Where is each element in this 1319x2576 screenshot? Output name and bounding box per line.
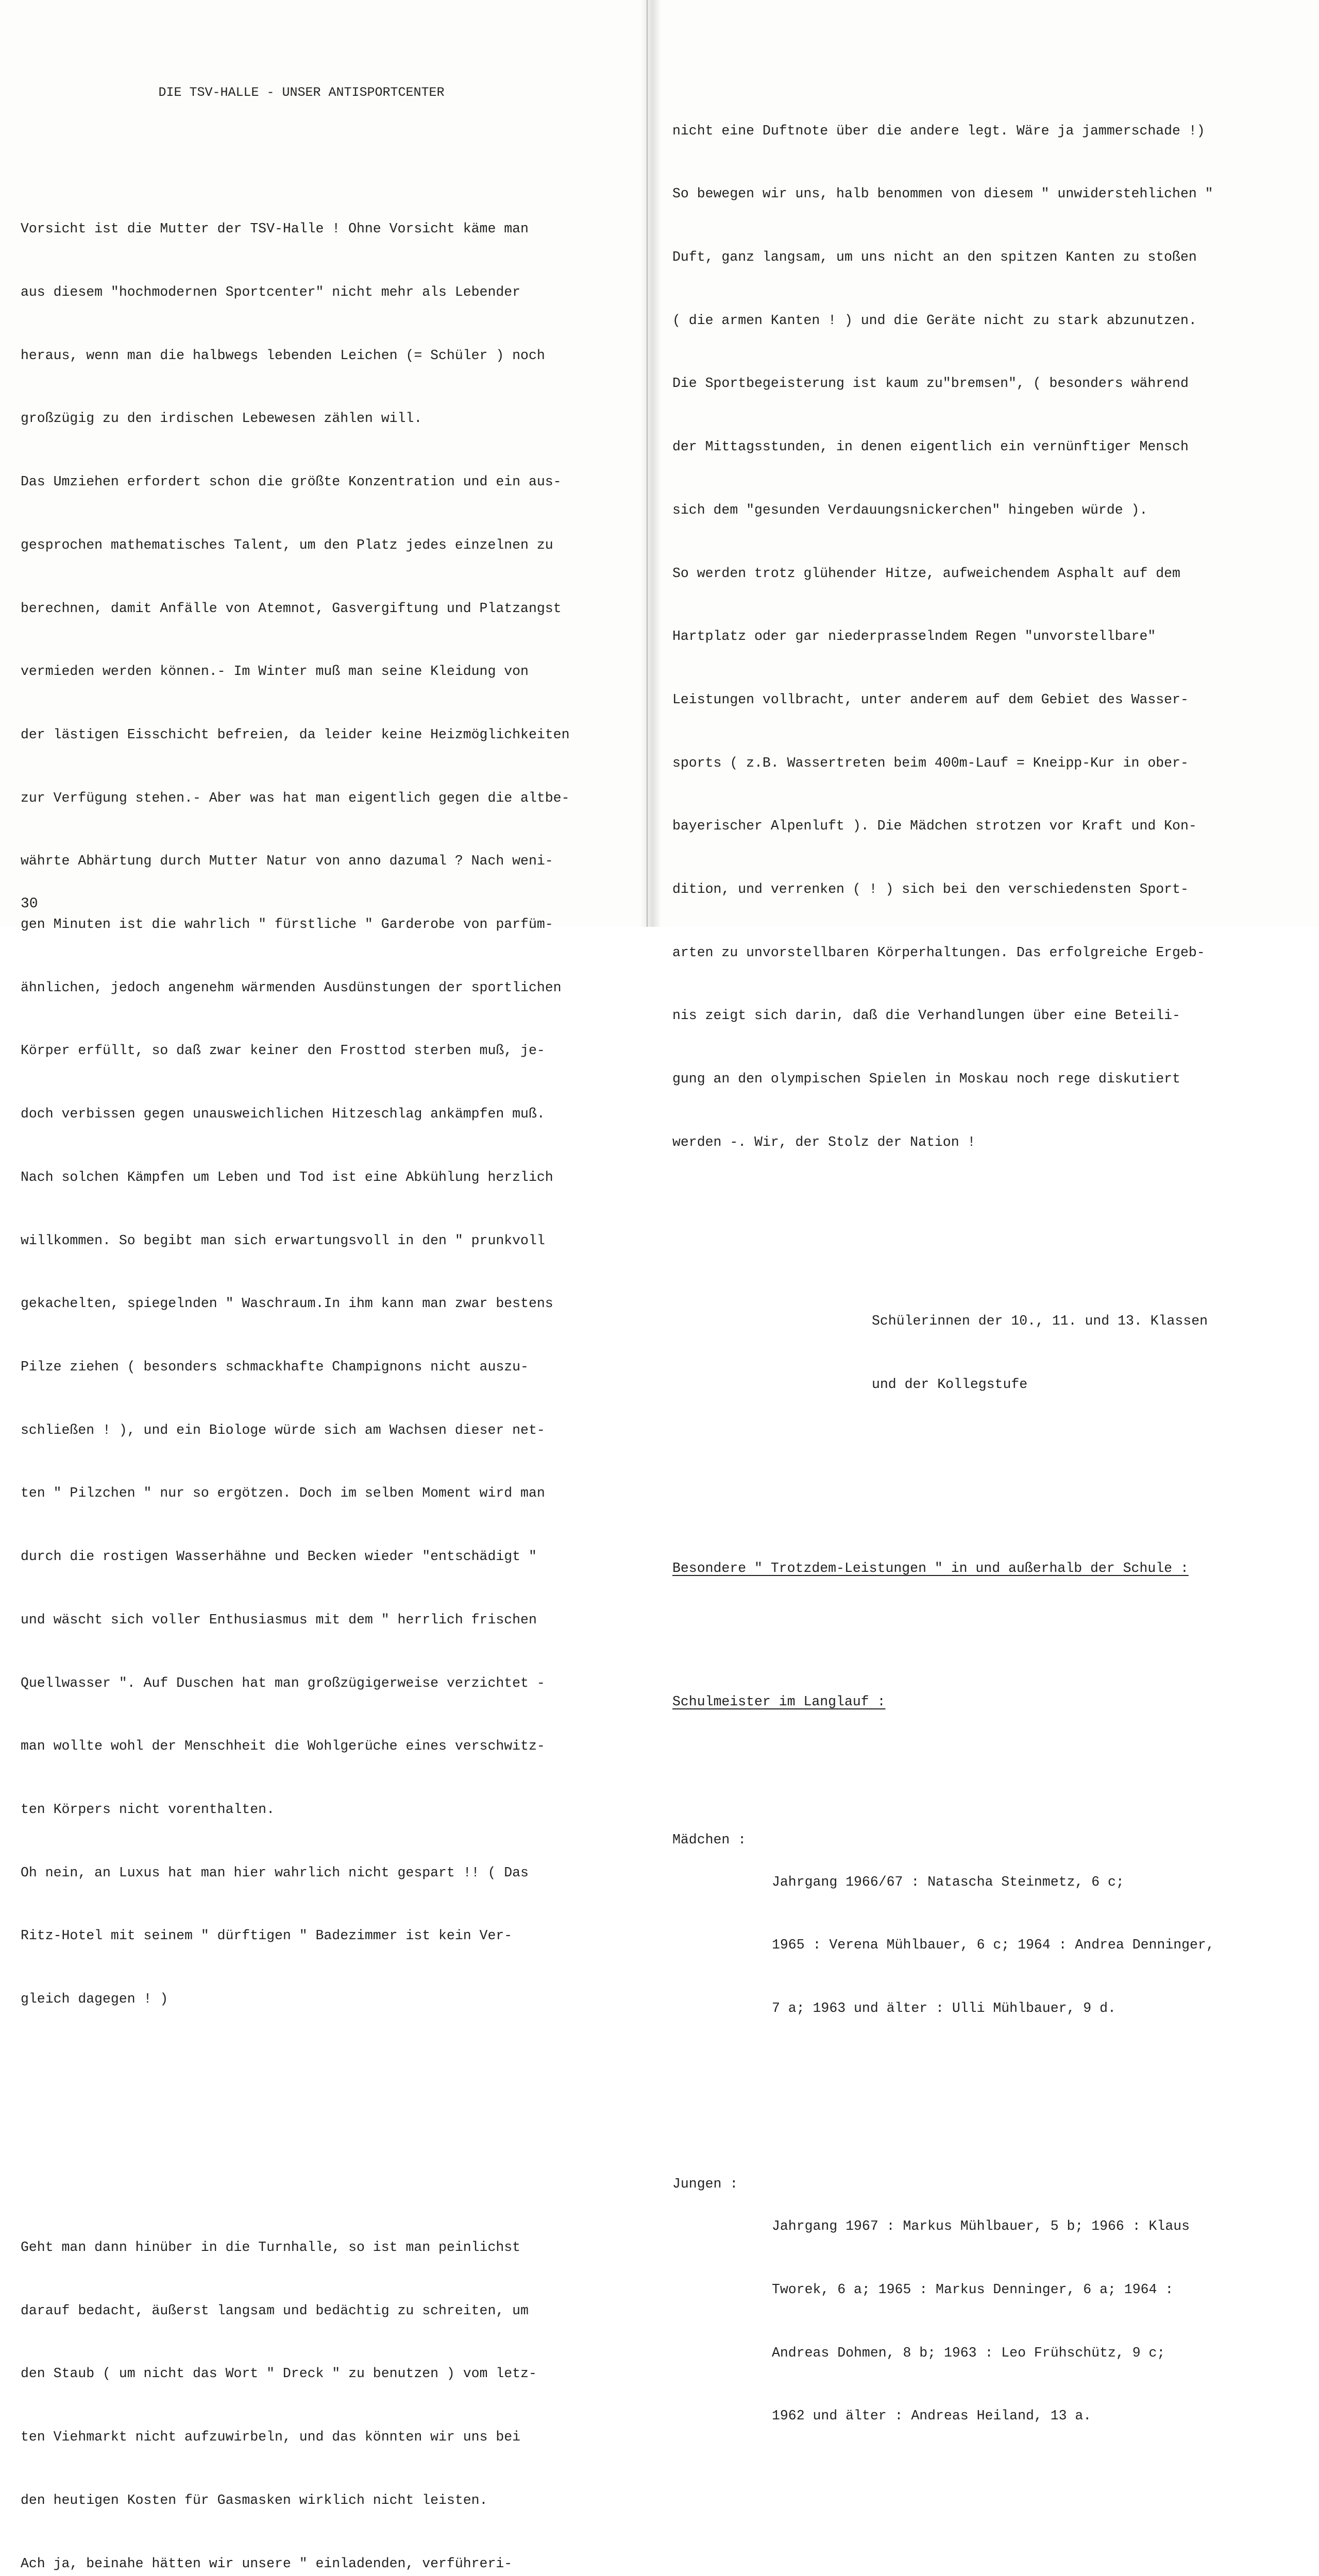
text-line: den heutigen Kosten für Gasmasken wirklich nicht leisten. (21, 2492, 488, 2508)
main-heading: Besondere " Trotzdem-Leistungen " in und außerhalb der Schule : (672, 1561, 1189, 1577)
text-line: ten " Pilzchen " nur so ergötzen. Doch im selben Moment wird man (21, 1485, 545, 1501)
text-line: Ritz-Hotel mit seinem " dürftigen " Badezimmer ist kein Ver- (21, 1928, 513, 1944)
text-line: Leistungen vollbracht, unter anderem auf dem Gebiet des Wasser- (672, 691, 1189, 707)
text-line: vermieden werden können.- Im Winter muß man seine Kleidung von (21, 664, 529, 680)
text-line: doch verbissen gegen unausweichlichen Hitzeschlag ankämpfen muß. (21, 1106, 545, 1122)
signature-line: und der Kollegstufe (872, 1376, 1028, 1392)
left-page (0, 0, 652, 2571)
results-line: Jahrgang 1966/67 : Natascha Steinmetz, 6 c; (772, 1874, 1124, 1890)
girls-label: Mädchen : (672, 1832, 747, 1848)
text-line: gekachelten, spiegelnden " Waschraum.In ihm kann man zwar bestens (21, 1296, 553, 1312)
text-line: großzügig zu den irdischen Lebewesen zählen will. (21, 411, 422, 427)
text-line: zur Verfügung stehen.- Aber was hat man eigentlich gegen die altbe- (21, 790, 570, 806)
text-line: Das Umziehen erfordert schon die größte Konzentration und ein aus- (21, 474, 562, 490)
text-line: Die Sportbegeisterung ist kaum zu"bremsen", ( besonders während (672, 376, 1189, 392)
results-line: Jahrgang 1967 : Markus Mühlbauer, 5 b; 1966 : Klaus (772, 2218, 1190, 2234)
text-line: ähnlichen, jedoch angenehm wärmenden Ausdünstungen der sportlichen (21, 979, 562, 995)
author-signature (872, 1268, 1306, 1437)
text-line: gung an den olympischen Spielen in Moskau noch rege diskutiert (672, 1071, 1180, 1087)
text-line: Ach ja, beinahe hätten wir unsere " einladenden, verführeri- (21, 2555, 513, 2571)
text-line: Geht man dann hinüber in die Turnhalle, so ist man peinlichst (21, 2239, 521, 2255)
paragraph-gap (21, 2115, 603, 2131)
text-line: gesprochen mathematisches Talent, um den Platz jedes einzelnen zu (21, 537, 553, 553)
text-line: nis zeigt sich darin, daß die Verhandlungen über eine Beteili- (672, 1008, 1180, 1024)
text-line: Hartplatz oder gar niederprasselndem Regen "unvorstellbare" (672, 629, 1156, 645)
text-line: So bewegen wir uns, halb benommen von diesem " unwiderstehlichen " (672, 186, 1213, 202)
text-line: ( die armen Kanten ! ) und die Geräte nicht zu stark abzunutzen. (672, 312, 1197, 328)
text-line: berechnen, damit Anfälle von Atemnot, Gasvergiftung und Platzangst (21, 600, 562, 616)
results-line: Tworek, 6 a; 1965 : Markus Denninger, 6 a; 1964 : (772, 2281, 1174, 2297)
text-line: gleich dagegen ! ) (21, 1991, 168, 2007)
spacer (672, 1776, 1306, 1787)
article-title: DIE TSV-HALLE - UNSER ANTISPORTCENTER (158, 84, 445, 100)
text-line: darauf bedacht, äußerst langsam und bedächtig zu schreiten, um (21, 2302, 529, 2318)
text-line: dition, und verrenken ( ! ) sich bei den verschiedensten Sport- (672, 882, 1189, 897)
page-number: 30 (21, 896, 38, 912)
text-line: ten Viehmarkt nicht aufzuwirbeln, und das könnten wir uns bei (21, 2429, 521, 2445)
results-line: Andreas Dohmen, 8 b; 1963 : Leo Frühschütz, 9 c; (772, 2345, 1165, 2361)
text-line: sports ( z.B. Wassertreten beim 400m-Lauf = Kneipp-Kur in ober- (672, 755, 1189, 771)
text-line: bayerischer Alpenluft ). Die Mädchen strotzen vor Kraft und Kon- (672, 818, 1197, 834)
continuation-paragraph (672, 78, 1306, 1195)
text-line: schließen ! ), und ein Biologe würde sich am Wachsen dieser net- (21, 1422, 545, 1438)
spacer (672, 1642, 1306, 1650)
text-line: Quellwasser ". Auf Duschen hat man großzügigerweise verzichtet - (21, 1675, 545, 1691)
text-line: und wäscht sich voller Enthusiasmus mit dem " herrlich frischen (21, 1612, 537, 1628)
right-gutter-shadow (652, 0, 661, 927)
text-line: Körper erfüllt, so daß zwar keiner den Frosttod sterben muß, je- (21, 1043, 545, 1059)
paragraph-2 (21, 2195, 603, 2576)
text-line: werden -. Wir, der Stolz der Nation ! (672, 1134, 976, 1150)
text-line: Duft, ganz langsam, um uns nicht an den spitzen Kanten zu stoßen (672, 249, 1197, 265)
left-gutter-shadow (640, 0, 652, 927)
right-page (652, 0, 1319, 2424)
spacer (672, 1500, 1306, 1516)
page-edge (647, 0, 648, 927)
text-line: der lästigen Eisschicht befreien, da leider keine Heizmöglichkeiten (21, 726, 570, 742)
results-line: 7 a; 1963 und älter : Ulli Mühlbauer, 9 d. (772, 2001, 1116, 2016)
text-line: nicht eine Duftnote über die andere legt. Wäre ja jammerschade !) (672, 123, 1205, 139)
results-line: 1965 : Verena Mühlbauer, 6 c; 1964 : Andrea Denninger, (772, 1937, 1214, 1953)
section-heading-langlauf: Schulmeister im Langlauf : (672, 1694, 886, 1710)
text-line: heraus, wenn man die halbwegs lebenden Leichen (= Schüler ) noch (21, 347, 545, 363)
text-line: willkommen. So begibt man sich erwartungsvoll in den " prunkvoll (21, 1232, 545, 1248)
text-line: währte Abhärtung durch Mutter Natur von anno dazumal ? Nach weni- (21, 853, 553, 869)
text-line: So werden trotz glühender Hitze, aufweichendem Asphalt auf dem (672, 565, 1180, 581)
text-line: Oh nein, an Luxus hat man hier wahrlich nicht gespart !! ( Das (21, 1865, 529, 1880)
langlauf-boys-entry (672, 2174, 1306, 2469)
signature-line: Schülerinnen der 10., 11. und 13. Klassen (872, 1313, 1208, 1329)
text-line: arten zu unvorstellbaren Körperhaltungen. Das erfolgreiche Ergeb- (672, 944, 1205, 960)
text-line: man wollte wohl der Menschheit die Wohlgerüche eines verschwitz- (21, 1738, 545, 1754)
text-line: gen Minuten ist die wahrlich " fürstliche " Garderobe von parfüm- (21, 917, 553, 933)
text-line: aus diesem "hochmodernen Sportcenter" nicht mehr als Lebender (21, 284, 521, 300)
text-line: sich dem "gesunden Verdauungsnickerchen" hingeben würde ). (672, 502, 1148, 518)
left-page-text (21, 40, 603, 2576)
text-line: ten Körpers nicht vorenthalten. (21, 1801, 275, 1817)
text-line: Nach solchen Kämpfen um Leben und Tod ist eine Abkühlung herzlich (21, 1169, 553, 1185)
right-page-text (672, 36, 1306, 2576)
text-line: Pilze ziehen ( besonders schmackhafte Champignons nicht auszu- (21, 1359, 529, 1375)
text-line: den Staub ( um nicht das Wort " Dreck " zu benutzen ) vom letz- (21, 2366, 537, 2382)
results-line: 1962 und älter : Andreas Heiland, 13 a. (772, 2408, 1092, 2424)
langlauf-girls-entry (672, 1829, 1306, 2061)
spacer (672, 2125, 1306, 2132)
boys-label: Jungen : (672, 2176, 738, 2192)
text-line: Vorsicht ist die Mutter der TSV-Halle ! Ohne Vorsicht käme man (21, 221, 529, 237)
text-line: durch die rostigen Wasserhähne und Becken wieder "entschädigt " (21, 1549, 537, 1565)
spacer (672, 2532, 1306, 2539)
text-line: der Mittagsstunden, in denen eigentlich ein vernünftiger Mensch (672, 439, 1189, 455)
paragraph-1 (21, 177, 603, 2052)
